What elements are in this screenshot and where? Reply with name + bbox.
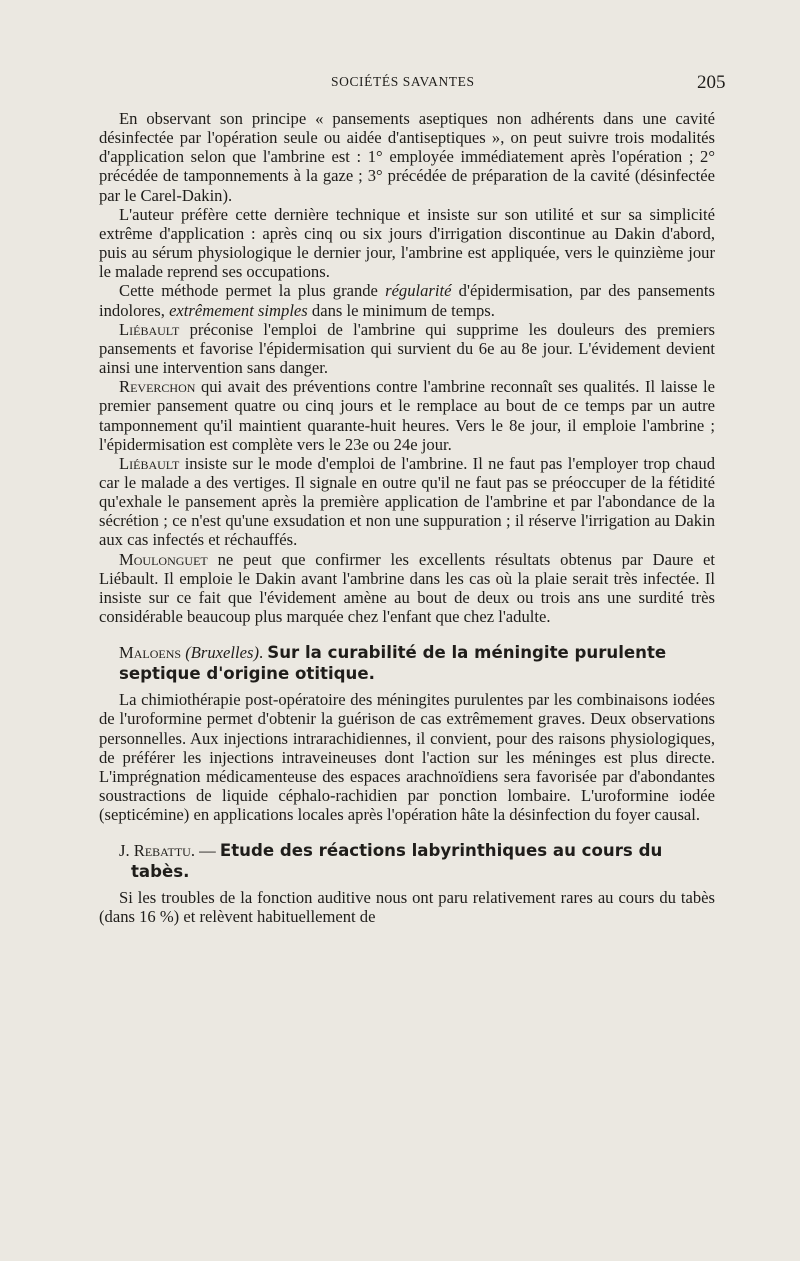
page-header [0, 72, 800, 96]
section-heading-tabes [99, 840, 715, 882]
text-run: qui avait des préventions contre l'ambrine reconnaît ses qualités. Il laisse le premier pansement quatre ou cinq jours et le remplace au bout de ce temps par un autre tamponnement qu'il maintient quarante-huit heures. Vers le 8e jour, il emploie l'ambrine ; l'épidermisation est complète vers le 23e ou 24e jour. [99, 377, 715, 454]
emphasis-regularite: régularité [385, 281, 452, 301]
section-title-line-2: tabès. [131, 862, 190, 882]
text-run: ne peut que confirmer les excellents résultats obtenus par Daure et Liébault. Il emploie le Dakin avant l'ambrine dans les cas où la plaie serait très infectée. Il insiste sur ce fait que l'évidement amène au bout de deux ou trois ans une surdité très considérable beaucoup plus marquée chez l'enfant que chez l'adulte. [99, 549, 715, 627]
section-title-line-1: Etude des réactions labyrinthiques au cours du [219, 841, 663, 861]
author-name: Moulonguet [119, 549, 208, 569]
page-number: 205 [697, 72, 726, 93]
heading-dash: — [194, 841, 220, 861]
paragraph-liebault-1 [99, 320, 715, 377]
author-name: J. Rebattu. [119, 841, 195, 861]
running-title: SOCIÉTÉS SAVANTES [331, 74, 475, 89]
author-place: (Bruxelles) [185, 643, 259, 663]
page-body [99, 109, 715, 927]
text-run: préconise l'emploi de l'ambrine qui supprime les douleurs des premiers pansements et favorise l'épidermisation qui survient du 6e au 8e jour. L'évidement devient ainsi une intervention sans danger. [99, 319, 715, 378]
author-name: Liébault [119, 319, 180, 339]
paragraph-reverchon [99, 377, 715, 454]
section-title-line-1: Sur la curabilité de la méningite purulente [267, 643, 667, 663]
paragraph-method-benefits [99, 281, 715, 319]
paragraph-author-preference: L'auteur préfère cette dernière technique et insiste sur son utilité et sur sa simplicité extrême d'application : après cinq ou six jours d'irrigation discontinue au Dakin d'abord, puis au sérum physiologique le dernier jour, l'ambrine est appliquée, vers le quinzième jour le malade reprend ses occupations. [99, 204, 715, 282]
text-run: insiste sur le mode d'emploi de l'ambrine. Il ne faut pas l'employer trop chaud car le malade a des vertiges. Il signale en outre qu'il ne faut pas se préoccuper de la fétidité qu'exhale le pansement après la première application de l'ambrine et par l'abondance de la sécrétion ; ce n'est qu'une exsudation et non une suppuration ; il réserve l'irrigation au Dakin aux cas infectés et réchauffés. [99, 453, 715, 550]
paragraph-liebault-2 [99, 454, 715, 550]
text-run: d'épidermisation, par des pansements indolores, [99, 281, 715, 320]
author-name: Liébault [119, 453, 180, 473]
text-run: dans le minimum de temps. [307, 300, 495, 320]
author-name: Maloens [119, 643, 182, 663]
author-name: Reverchon [119, 377, 196, 397]
paragraph-ambrine-modalities: En observant son principe « pansements aseptiques non adhérents dans une cavité désinfectée par l'opération seule ou aidée d'antiseptiques », on peut suivre trois modalités d'application selon que l'ambrine est : 1° employée immédiatement après l'opération ; 2° précédée de tamponnements à la gaze ; 3° précédée de préparation de la cavité (désinfectée par le Carel-Dakin). [99, 109, 715, 205]
text-run: Cette méthode permet la plus grande [119, 281, 386, 301]
emphasis-simples: extrêmement simples [169, 300, 308, 320]
section-heading-meningite: Maloens (Bruxelles). Sur la curabilité de la méningite purulente septique d'origine otitique. [99, 642, 715, 684]
section-title-line-2: septique d'origine otitique. [119, 664, 375, 684]
paragraph-meningite-body: La chimiothérapie post-opératoire des méningites purulentes par les combinaisons iodées de l'uroformine permet d'obtenir la guérison de cas extrêmement graves. Deux observations personnelles. Aux injections intrarachidiennes, il convient, pour des raisons physiologiques, de préférer les injections intraveineuses dont l'action sur les méninges est plus directe. L'imprégnation médicamenteuse des espaces arachnoïdiens sera favorisée par d'abondantes soustractions de liquide céphalo-rachidien par ponction lombaire. L'uroformine iodée (septicémine) en applications locales après l'opération hâte la désinfection du foyer causal. [99, 690, 715, 825]
paragraph-moulonguet [99, 550, 715, 627]
paragraph-tabes-body: Si les troubles de la fonction auditive nous ont paru relativement rares au cours du tabès (dans 16 %) et relèvent habituellement de [99, 888, 715, 927]
